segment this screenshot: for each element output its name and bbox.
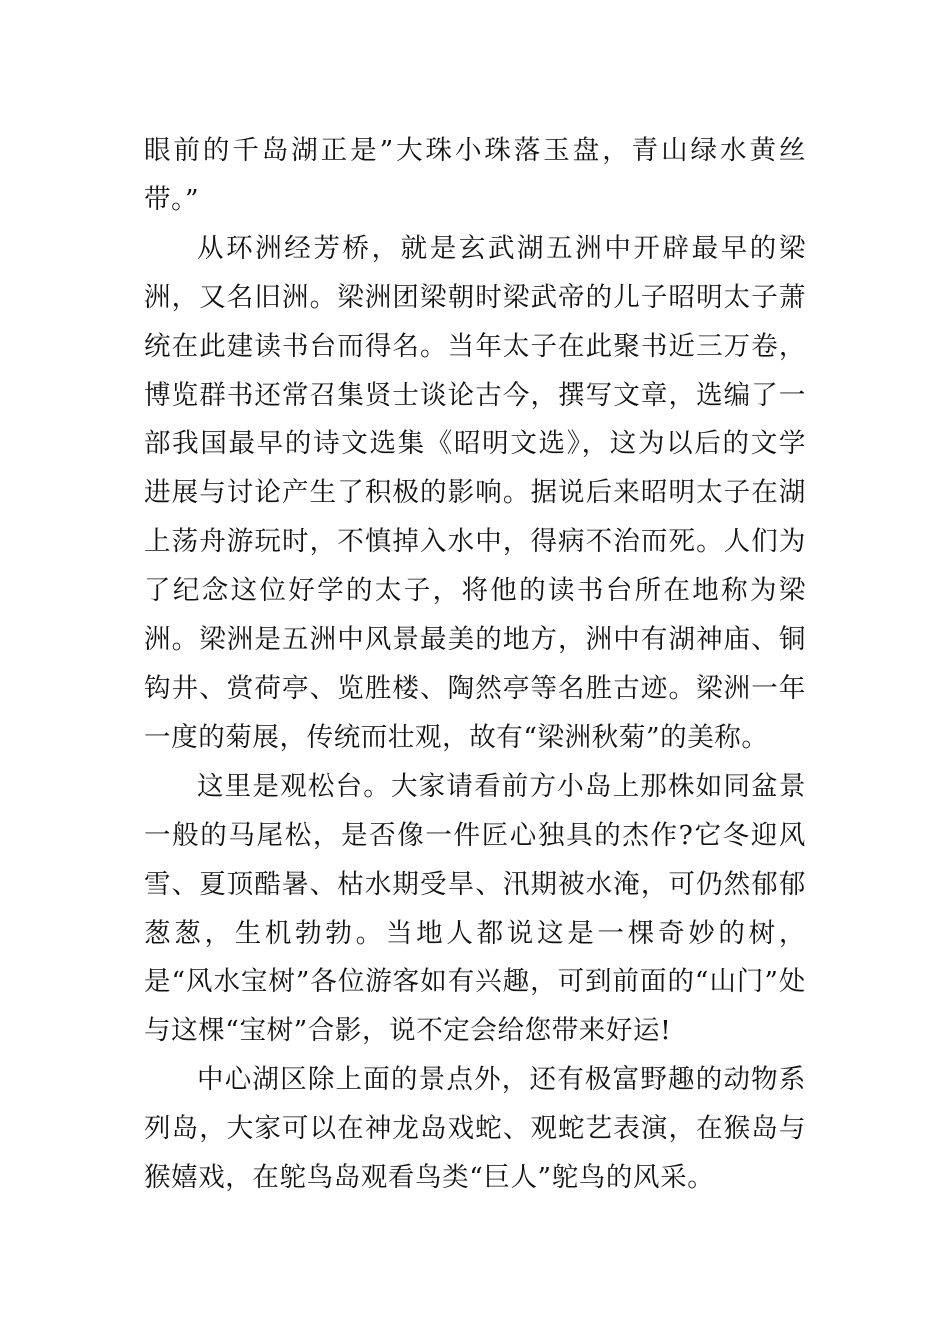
paragraph-continuation: 眼前的千岛湖正是”大珠小珠落玉盘，青山绿水黄丝带。”: [144, 135, 806, 215]
paragraph-central-lake: 中心湖区除上面的景点外，还有极富野趣的动物系列岛，大家可以在神龙岛戏蛇、观蛇艺表演，在猴岛与猴嬉戏，在鸵鸟岛观看鸟类“巨人”鸵鸟的风采。: [144, 1064, 806, 1194]
paragraph-liangzhou: 从环洲经芳桥，就是玄武湖五洲中开辟最早的梁洲，又名旧洲。梁洲团梁朝时梁武帝的儿子昭明太子萧统在此建读书台而得名。当年太子在此聚书近三万卷，博览群书还常召集贤士谈论古今，撰写文章，选编了一部我国最早的诗文选集《昭明文选》，这为以后的文学进展与讨论产生了积极的影响。据说后来昭明太子在湖上荡舟游玩时，不慎掉入水中，得病不治而死。人们为了纪念这位好学的太子，将他的读书台所在地称为梁洲。梁洲是五洲中风景最美的地方，洲中有湖神庙、铜钩井、赏荷亭、览胜楼、陶然亭等名胜古迹。梁洲一年一度的菊展，传统而壮观，故有“梁洲秋菊”的美称。: [144, 232, 806, 753]
paragraph-guansongtai: 这里是观松台。大家请看前方小岛上那株如同盆景一般的马尾松，是否像一件匠心独具的杰作?它冬迎风雪、夏顶酷暑、枯水期受旱、汛期被水淹，可仍然郁郁葱葱，生机勃勃。当地人都说这是一棵奇妙的树，是“风水宝树”各位游客如有兴趣，可到前面的“山门”处与这棵“宝树”合影，说不定会给您带来好运!: [144, 770, 806, 1047]
document-body: [144, 127, 806, 1203]
